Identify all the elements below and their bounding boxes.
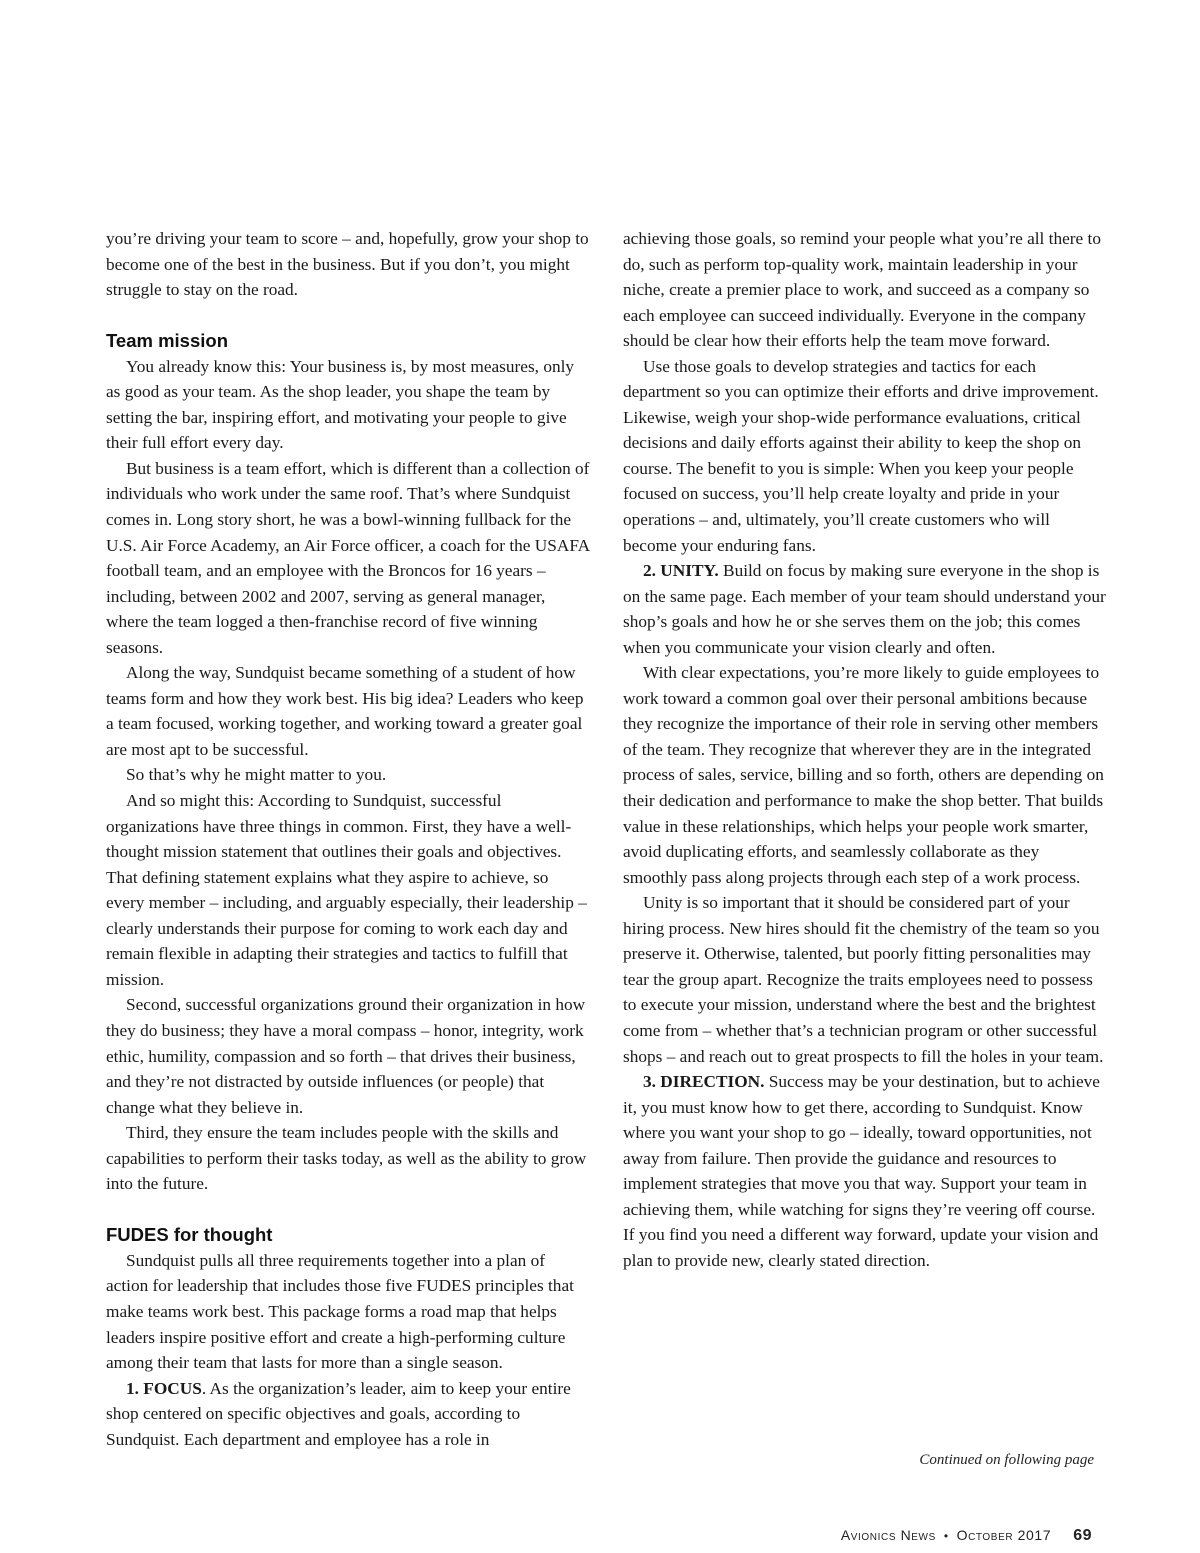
right-column: [623, 226, 1107, 1273]
paragraph: Sundquist pulls all three requirements together into a plan of action for leadership that includes those five FUDES principles that make teams work best. This package forms a road map that helps leaders inspire positive effort and create a high-performing culture among their team that lasts for more than a single season.: [106, 1250, 574, 1373]
paragraph: Along the way, Sundquist became something of a student of how teams form and how they work best. His big idea? Leaders who keep a team focused, working together, and working toward a greater goal are most apt to be successful.: [106, 663, 584, 759]
page-number: 69: [1073, 1527, 1092, 1544]
page-footer: [841, 1527, 1092, 1545]
paragraph: With clear expectations, you’re more likely to guide employees to work toward a common goal over their personal ambitions because they recognize the importance of their role in serving other members of the team. They recognize that wherever they are in the integrated process of sales, service, billing and so forth, others are depending on their dedication and performance to make the shop better. That builds value in these relationships, which helps your people work smarter, avoid duplicating efforts, and seamlessly collaborate as they smoothly pass along projects through each step of a work process.: [623, 663, 1104, 887]
paragraph-body: Build on focus by making sure everyone in the shop is on the same page. Each member of your team should understand your shop’s goals and how he or she serves them on the job; this comes when you communicate your vision clearly and often.: [623, 561, 1106, 657]
paragraph: So that’s why he might matter to you.: [126, 765, 387, 785]
publication-name: Avionics News: [840, 1527, 936, 1543]
paragraph-body: . As the organization’s leader, aim to keep your entire shop centered on specific objectives and goals, according to Sundquist. Each department and employee has a role in: [106, 1378, 571, 1449]
paragraph: Second, successful organizations ground their organization in how they do business; they have a moral compass – honor, integrity, work ethic, humility, compassion and so forth – that drives their business, and they’re not distracted by outside influences (or people) that change what they believe in.: [106, 995, 586, 1117]
left-column: [106, 226, 590, 1452]
paragraph: But business is a team effort, which is different than a collection of individuals who work under the same roof. That’s where Sundquist comes in. Long story short, he was a bowl-winning fullback for the U.S. Air Force Academy, an Air Force officer, a coach for the USAFA football team, and an employee with the Broncos for 16 years – including, between 2002 and 2007, serving as general manager, where the team logged a then-franchise record of five winning seasons.: [106, 458, 590, 657]
paragraph: You already know this: Your business is, by most measures, only as good as your team. As the shop leader, you shape the team by setting the bar, inspiring effort, and motivating your people to give their full effort every day.: [106, 356, 575, 453]
principle-lead: 1. FOCUS: [126, 1378, 202, 1398]
footer-separator: •: [943, 1529, 949, 1543]
paragraph: Unity is so important that it should be considered part of your hiring process. New hires should fit the chemistry of the team so you preserve it. Otherwise, talented, but poorly fitting personalities may tear the group apart. Recognize the traits employees need to possess to execute your mission, understand where the best and the brightest come from – whether that’s a technician program or other successful shops – and reach out to great prospects to fill the holes in your team.: [623, 893, 1104, 1066]
principle-lead: 2. UNITY.: [643, 561, 719, 581]
paragraph-focus: [106, 1376, 590, 1453]
paragraph-body: Success may be your destination, but to achieve it, you must know how to get there, according to Sundquist. Know where you want your shop to go – ideally, toward opportunities, not away from failure. Then provide the guidance and resources to implement strategies that move you that way. Support your team in achieving them, while watching for signs they’re veering off course. If you find you need a different way forward, update your vision and plan to provide new, clearly stated direction.: [623, 1072, 1100, 1270]
paragraph: Third, they ensure the team includes people with the skills and capabilities to perform their tasks today, as well as the ability to grow into the future.: [106, 1123, 587, 1194]
paragraph-unity: [623, 558, 1107, 660]
issue-date: October 2017: [956, 1527, 1052, 1543]
continued-note: Continued on following page: [919, 1452, 1094, 1468]
paragraph-direction: [623, 1069, 1107, 1273]
paragraph: you’re driving your team to score – and, hopefully, grow your shop to become one of the best in the business. But if you don’t, you might struggle to stay on the road.: [106, 229, 589, 300]
paragraph: Use those goals to develop strategies and tactics for each department so you can optimize their efforts and drive improvement. Likewise, weigh your shop-wide performance evaluations, critical decisions and daily efforts against their ability to keep the shop on course. The benefit to you is simple: When you keep your people focused on success, you’ll help create loyalty and pride in your operations – and, ultimately, you’ll create customers who will become your enduring fans.: [623, 356, 1099, 555]
paragraph: achieving those goals, so remind your people what you’re all there to do, such as perform top-quality work, maintain leadership in your niche, create a premier place to work, and succeed as a company so each employee can succeed individually. Everyone in the company should be clear how their efforts help the team move forward.: [623, 229, 1101, 351]
paragraph: And so might this: According to Sundquist, successful organizations have three things in common. First, they have a well-thought mission statement that outlines their goals and objectives. That defining statement explains what they aspire to achieve, so every member – including, and arguably especially, their leadership – clearly understands their purpose for coming to work each day and remain flexible in adapting their strategies and tactics to fulfill that mission.: [106, 791, 587, 989]
principle-lead: 3. DIRECTION.: [643, 1072, 765, 1092]
section-heading-team-mission: Team mission: [106, 330, 229, 352]
section-heading-fudes: FUDES for thought: [106, 1224, 273, 1246]
